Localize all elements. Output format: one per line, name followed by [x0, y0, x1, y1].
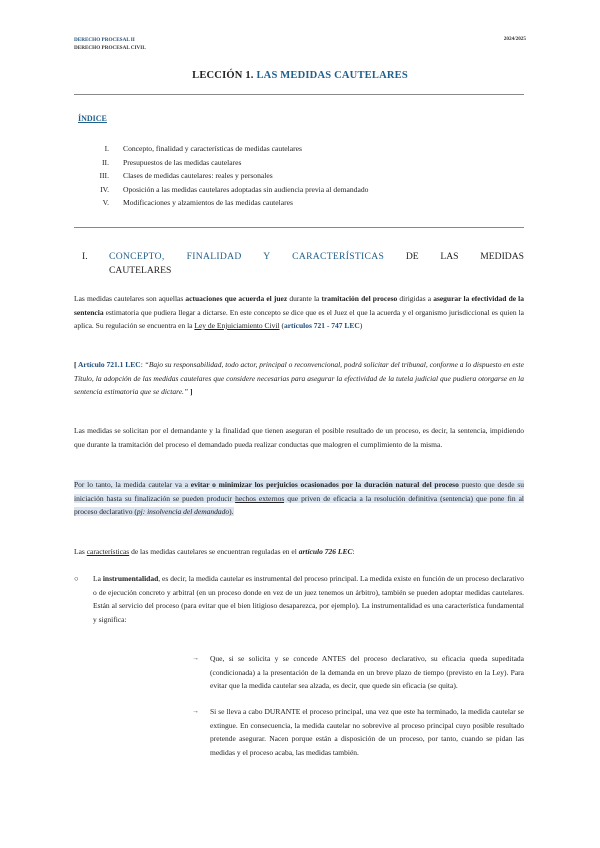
- index-item: [78, 183, 368, 197]
- text-run: (: [279, 321, 284, 330]
- section-heading-line1: [109, 250, 524, 264]
- index-item-text: Oposición a las medidas cautelares adoptadas sin audiencia previa al demandado: [123, 184, 369, 194]
- paragraph-purpose: Las medidas se solicitan por el demandante y la finalidad que tienen aseguran el posible resultado de un proceso, es decir, la sentencia, impidiendo que durante la tramitación del proceso el demandado pueda realizar conductas que malogren el cumplimiento de la misma.: [74, 426, 524, 449]
- header-year: 2024/2025: [503, 36, 526, 42]
- article-quote: “Bajo su responsabilidad, todo actor, principal o reconvencional, podrá solicitar del tribunal, conforme a lo dispuesto en este Título, la adopción de las medidas cautelares que considere necesarias para asegurar la efectividad de la tutela judicial que pudiera otorgarse en la sentencia estimatoria que se dictare.”: [74, 360, 524, 396]
- lesson-topic: LAS MEDIDAS CAUTELARES: [256, 70, 408, 81]
- index-item-text: Concepto, finalidad y características de medidas cautelares: [123, 144, 303, 153]
- highlighted-text: Por lo tanto, la medida cautelar va a: [74, 480, 191, 489]
- index-divider: [74, 227, 524, 228]
- index-item-number: V.: [102, 198, 109, 208]
- paragraph-article-quote: [74, 358, 524, 399]
- text-run: :: [140, 360, 145, 369]
- highlighted-italic-text: pj: insolvencia del demandado: [136, 507, 230, 516]
- text-run: ): [359, 321, 363, 330]
- underlined-text: Ley de Enjuiciamiento Civil: [194, 321, 280, 330]
- lesson-number: LECCIÓN 1.: [192, 70, 254, 81]
- arrow-right-icon: →: [192, 707, 199, 715]
- title-divider: [74, 94, 524, 95]
- bracket: [: [74, 360, 78, 369]
- index-item: [78, 156, 368, 170]
- paragraph-conclusion: [74, 478, 524, 519]
- text-run: La: [93, 574, 103, 583]
- sub-item-before: [192, 652, 524, 693]
- arrow-right-icon: →: [192, 654, 199, 662]
- paragraph-definition: [74, 292, 524, 333]
- index-item-number: I.: [104, 144, 109, 153]
- page-header: [74, 36, 146, 52]
- bold-text: asegurar la efectividad de la sentencia: [74, 294, 525, 317]
- article-reference: Artículo 721.1 LEC: [77, 360, 141, 369]
- underlined-text: características: [86, 547, 130, 556]
- index-item-number: IV.: [100, 184, 109, 194]
- index-list: [78, 142, 368, 210]
- text-run: :: [352, 547, 355, 556]
- highlighted-bold-text: evitar o minimizar los perjuicios ocasionados por la duración natural del proceso: [190, 480, 459, 489]
- section-heading-highlight: CONCEPTO, FINALIDAD Y CARACTERÍSTICAS: [109, 251, 385, 262]
- highlighted-text: ).: [229, 507, 234, 516]
- text-run: , es decir, la medida cautelar es instrumental del proceso principal. La medida existe en función de un proceso declarativo o de ejecución concreto y arbitral (en un proceso donde en vez de un juez tenemos un árbitro), también se pueden adoptar medidas cautelares. Están al servicio del proceso (para evitar que el bien litigioso desaparezca, por ejemplo). La instrumentalidad es una característica fundamental y significa:: [93, 574, 524, 624]
- text-run: dirigidas a: [397, 294, 434, 303]
- text-run: de las medidas cautelares se encuentran reguladas en el: [129, 547, 299, 556]
- index-title: ÍNDICE: [78, 114, 107, 123]
- section-heading-rest: DE LAS MEDIDAS: [384, 251, 524, 262]
- bold-text: instrumentalidad: [102, 574, 159, 583]
- header-subject: DERECHO PROCESAL II: [74, 37, 135, 43]
- section-number: I.: [82, 251, 88, 262]
- index-item: [78, 142, 368, 156]
- text-run: estimatoria que pudiera llegar a dictarse. En este concepto se dice que es el Juez el que la acuerda y el organismo jurisdiccional es quien la aplica. Su regulación se encuentra en la: [74, 307, 524, 330]
- index-item-number: II.: [102, 157, 109, 167]
- bold-text: actuaciones que acuerda el juez: [185, 294, 288, 303]
- list-item-instrumentality: [74, 572, 524, 626]
- list-item-content: [93, 572, 524, 626]
- highlighted-underlined-text: hechos externos: [235, 493, 285, 503]
- lesson-title: [0, 70, 600, 81]
- sub-item-during: [192, 705, 524, 759]
- circle-bullet-icon: ○: [74, 574, 79, 583]
- sub-item-text: Si se lleva a cabo DURANTE el proceso principal, una vez que este ha terminado, la medida cautelar se extingue. En consecuencia, la medida cautelar no sobrevive al proceso principal cuyo posible resultado pretende asegurar. Nacen porque están a disposición de un proceso, por tanto, cuando se pidan las medidas y el proceso acaba, las medidas también.: [210, 707, 524, 757]
- article-reference: artículo 726 LEC: [298, 547, 353, 556]
- text-run: Las medidas cautelares son aquellas: [74, 294, 186, 303]
- section-heading-line2: CAUTELARES: [109, 264, 172, 276]
- bold-text: tramitación del proceso: [321, 294, 398, 303]
- index-item-number: III.: [99, 171, 109, 181]
- bracket: ]: [188, 387, 193, 396]
- paragraph-characteristics: [74, 545, 524, 559]
- section-heading: [82, 250, 524, 277]
- article-reference: artículos 721 - 747 LEC: [283, 321, 360, 330]
- index-item: [78, 196, 368, 210]
- highlighted-text: puesto que desde su iniciación hasta su finalización se pueden producir: [74, 480, 525, 503]
- sub-item-text: Que, si se solicita y se concede ANTES del proceso declarativo, su eficacia queda supeditada (condicionada) a la presentación de la demanda en un breve plazo de tiempo (previsto en la Ley). Para evitar que la medida cautelar sea alzada, es decir, que quede sin eficacia (se quita).: [210, 654, 524, 690]
- text-run: durante la: [287, 294, 322, 303]
- index-item-text: Clases de medidas cautelares: reales y personales: [123, 171, 273, 181]
- header-course: DERECHO PROCESAL CIVIL: [74, 45, 146, 51]
- index-item-text: Presupuestos de las medidas cautelares: [123, 157, 242, 167]
- highlighted-text: que priven de eficacia a la resolución definitiva (sentencia) que pone fin al proceso declarativo (: [74, 493, 524, 516]
- index-item: [78, 169, 368, 183]
- text-run: Las: [74, 547, 87, 556]
- index-item-text: Modificaciones y alzamientos de las medidas cautelares: [123, 198, 293, 208]
